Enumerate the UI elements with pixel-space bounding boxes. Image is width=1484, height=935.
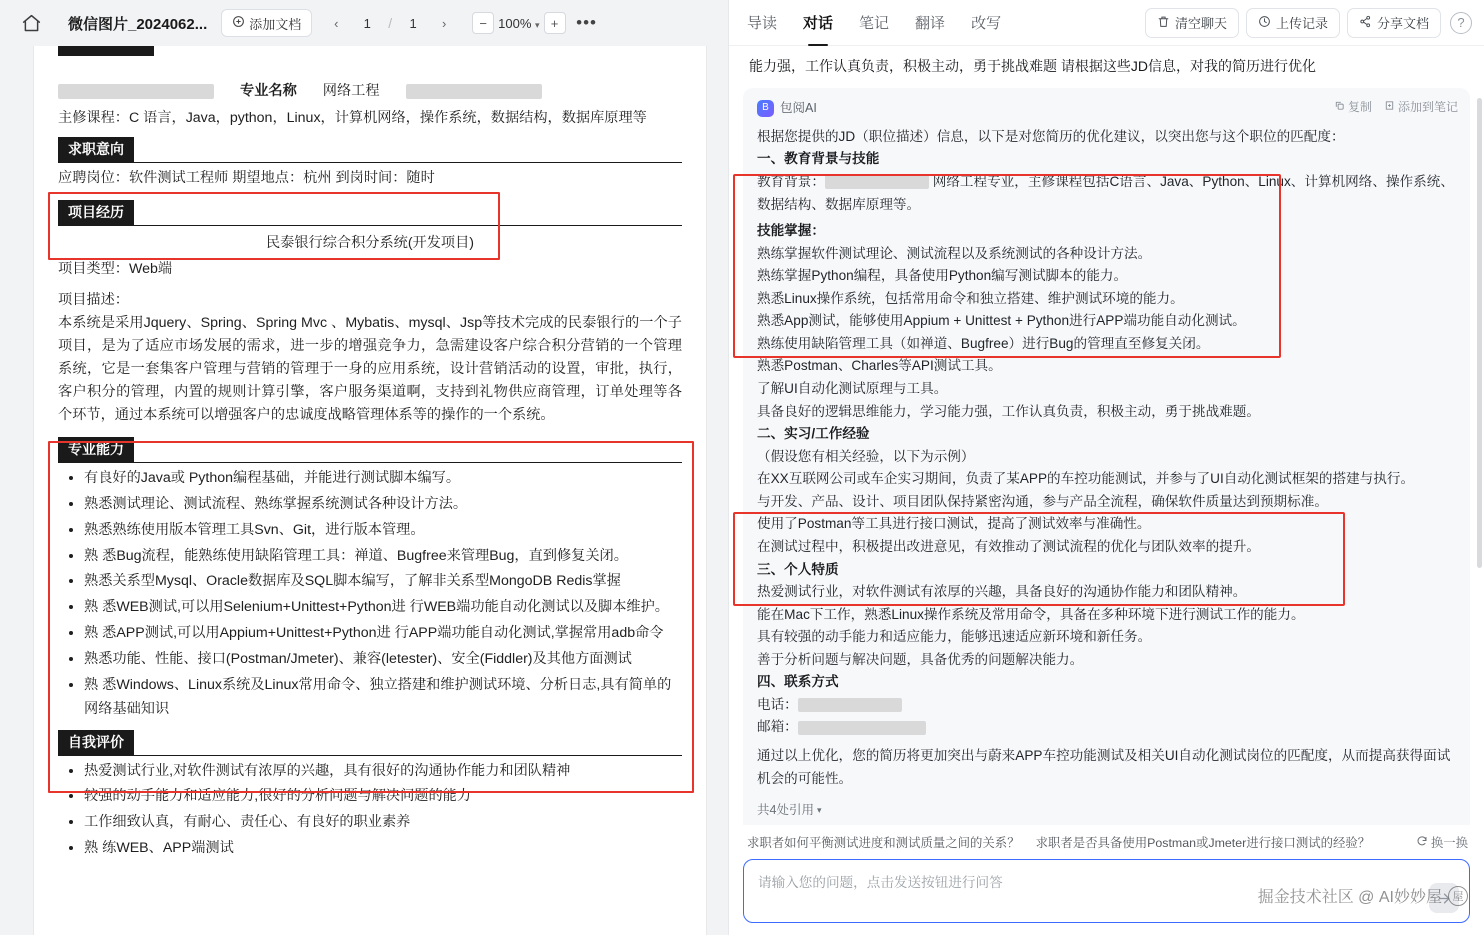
share-document-button[interactable] — [1347, 8, 1441, 38]
self-eval-list — [58, 760, 682, 861]
more-options-button[interactable]: ••• — [576, 13, 597, 32]
ai-skill-heading: 技能掌握： — [757, 223, 825, 239]
tab-translate[interactable]: 翻译 — [915, 15, 946, 32]
ai-skill-item: 熟练掌握软件测试理论、测试流程以及系统测试的各种设计方法。 — [757, 245, 1152, 261]
project-title: 民泰银行综合积分系统(开发项目) — [265, 235, 475, 251]
section-self — [58, 730, 682, 756]
share-icon — [1359, 15, 1372, 31]
ai-skill-item: 了解UI自动化测试原理与工具。 — [757, 381, 948, 397]
chat-tabs — [737, 8, 1138, 37]
copy-icon — [1334, 98, 1345, 118]
quote-count-label: 共4处引用 — [757, 803, 814, 818]
list-item: • 熟 悉WEB测试,可以用Selenium+Unittest+Python进 行WEB端功能自动化测试以及脚本维护。 — [84, 596, 682, 620]
ai-exp-item: 使用了Postman等工具进行接口测试，提高了测试效率与准确性。 — [757, 516, 1151, 532]
refresh-label: 换一换 — [1430, 836, 1468, 850]
section-project-title: 项目经历 — [58, 200, 134, 225]
ai-skill-item: 熟悉Linux操作系统，包括常用命令和独立搭建、维护测试环境的能力。 — [757, 290, 1184, 306]
project-type: 项目类型：Web端 — [58, 261, 173, 277]
note-plus-icon — [1384, 98, 1395, 118]
major-value: 网络工程 — [322, 83, 380, 99]
major-label: 专业名称 — [240, 83, 297, 99]
ai-message-card — [743, 88, 1470, 825]
upload-history-label: 上传记录 — [1275, 16, 1328, 31]
chat-footer — [729, 825, 1484, 935]
user-message: 能力强，工作认真负责，积极主动，勇于挑战难题 请根据这些JD信息，对我的简历进行优化 — [749, 58, 1316, 74]
tab-notes[interactable]: 笔记 — [859, 15, 890, 32]
list-item: • 有良好的Java或 Python编程基础，并能进行测试脚本编写。 — [84, 467, 682, 491]
project-desc-label: 项目描述： — [58, 292, 129, 308]
list-item: • 熟 悉APP测试,可以用Appium+Unittest+Python进 行APP端功能自动化测试,掌握常用adb命令 — [84, 622, 682, 646]
document-scroll-area[interactable] — [0, 46, 728, 935]
redacted-name — [58, 84, 214, 99]
ai-heading-1: 一、教育背景与技能 — [757, 151, 880, 167]
ai-closing: 通过以上优化，您的简历将更加突出与蔚来APP车控功能测试及相关UI自动化测试岗位的匹配度，从而提高获得面试机会的可能性。 — [757, 748, 1451, 786]
tab-chat[interactable]: 对话 — [793, 8, 843, 37]
zoom-level-value: 100% — [498, 15, 532, 31]
education-label: 教育背景： — [757, 173, 825, 189]
ai-skill-item: 熟悉Postman、Charles等API测试工具。 — [757, 358, 1002, 374]
watermark-logo-icon: 屋 — [1448, 886, 1468, 906]
tab-rewrite[interactable]: 改写 — [971, 15, 1002, 32]
upload-history-button[interactable] — [1246, 8, 1340, 38]
section-project — [58, 200, 682, 226]
document-toolbar — [0, 0, 728, 46]
list-item: • 工作细致认真，有耐心、责任心、有良好的职业素养 — [84, 811, 682, 835]
list-item: • 熟 悉Windows、Linux系统及Linux常用命令、独立搭建和维护测试环境、分析日志,具有简单的网络基础知识 — [84, 674, 682, 722]
section-skill-title: 专业能力 — [58, 437, 134, 462]
list-item: • 熟 悉Bug流程，能熟练使用缺陷管理工具：禅道、Bugfree来管理Bug，直到修复关闭。 — [84, 545, 682, 569]
project-description: 本系统是采用Jquery、Spring、Spring Mvc 、Mybatis、mysql、Jsp等技术完成的民泰银行的一个子项目，是为了适应市场发展的需求，进一步的增强竞争力，急需建设客户综合积分营销的一个管理系统，它是一套集客户管理与营销的管理于一身的应用系统，设计营销活动的设置，审批，执行，客户积分的管理，内置的规则计算引擎，客户服务渠道啊，支持到礼物供应商管理，订单处理等各个环节，通过本系统可以增强客户的忠诚度战略管理体系等的操作的一个系统。 — [58, 315, 682, 423]
zoom-out-button[interactable]: − — [472, 12, 494, 34]
ai-message-actions — [1334, 98, 1458, 118]
ai-heading-2: 二、实习/工作经验 — [757, 426, 870, 442]
total-pages: 1 — [409, 15, 417, 31]
plus-circle-icon — [232, 15, 245, 31]
chat-scrollbar[interactable] — [1477, 98, 1482, 568]
suggestion-row — [743, 831, 1470, 859]
quote-references-toggle[interactable] — [757, 800, 821, 821]
document-title: 微信图片_2024062... — [68, 15, 208, 33]
education-text: 网络工程专业，主修课程包括C语言、Java、Python、Linux、计算机网络、操作系统、数据结构、数据库原理等。 — [757, 173, 1454, 212]
list-item: • 熟悉关系型Mysql、Oracle数据库及SQL脚本编写，了解非关系型MongoDB Redis掌握 — [84, 570, 682, 594]
resume-page — [34, 46, 706, 935]
phone-label: 电话： — [757, 696, 798, 712]
chat-pane — [728, 0, 1484, 935]
section-self-title: 自我评价 — [58, 730, 134, 755]
chevron-down-icon: ▾ — [816, 805, 822, 816]
trash-icon — [1157, 15, 1170, 31]
clear-chat-button[interactable] — [1145, 8, 1239, 38]
add-to-notes-button[interactable] — [1384, 98, 1458, 118]
current-page-input[interactable]: 1 — [363, 15, 371, 31]
copy-label: 复制 — [1347, 100, 1372, 115]
ai-heading-2-note: （假设您有相关经验，以下为示例） — [757, 448, 975, 464]
share-document-label: 分享文档 — [1376, 16, 1429, 31]
list-item: • 熟悉测试理论、测试流程、熟练掌握系统测试各种设计方法。 — [84, 493, 682, 517]
list-item: • 熟悉熟练使用版本管理工具Svn、Git，进行版本管理。 — [84, 519, 682, 543]
document-pane — [0, 0, 728, 935]
add-to-notes-label: 添加到笔记 — [1397, 100, 1458, 115]
section-intent — [58, 137, 682, 163]
ai-exp-item: 与开发、产品、设计、项目团队保持紧密沟通，参与产品全流程，确保软件质量达到预期标准。 — [757, 493, 1328, 509]
suggestion-2[interactable]: 求职者是否具备使用Postman或Jmeter进行接口测试的经验？ — [1035, 836, 1371, 850]
page-top-marker — [58, 46, 154, 56]
ai-trait-item: 能在Mac下工作，熟悉Linux操作系统及常用命令，具备在多种环境下进行测试工作的能力。 — [757, 606, 1305, 622]
ai-exp-item: 在XX互联网公司或车企实习期间，负责了某APP的车控功能测试，并参与了UI自动化测试框架的搭建与执行。 — [757, 471, 1415, 487]
ai-skill-item: 熟练掌握Python编程，具备使用Python编写测试脚本的能力。 — [757, 268, 1128, 284]
ai-trait-item: 热爱测试行业，对软件测试有浓厚的兴趣，具备良好的沟通协作能力和团队精神。 — [757, 584, 1247, 600]
ai-trait-item: 具有较强的动手能力和适应能力，能够迅速适应新环境和新任务。 — [757, 629, 1152, 645]
tab-guide[interactable]: 导读 — [747, 15, 778, 32]
email-label: 邮箱： — [757, 719, 798, 735]
skill-list — [58, 467, 682, 722]
ai-email-line — [757, 716, 1456, 739]
ai-name: 包阅AI — [780, 101, 817, 116]
ai-phone-line — [757, 694, 1456, 717]
ai-skill-item: 具备良好的逻辑思维能力，学习能力强，工作认真负责，积极主动，勇于挑战难题。 — [757, 403, 1260, 419]
home-icon[interactable] — [16, 8, 46, 38]
send-button[interactable] — [1429, 883, 1459, 913]
chevron-down-icon: ▾ — [535, 19, 540, 30]
clock-icon — [1258, 15, 1271, 31]
section-skill — [58, 437, 682, 463]
ai-heading-3: 三、个人特质 — [757, 561, 839, 577]
ai-message-body — [757, 126, 1456, 790]
next-page-button[interactable]: › — [441, 15, 447, 31]
suggestion-1[interactable]: 求职者如何平衡测试进度和测试质量之间的关系？ — [747, 836, 1020, 850]
ai-trait-item: 善于分析问题与解决问题，具备优秀的问题解决能力。 — [757, 651, 1084, 667]
redacted-contact — [406, 84, 542, 99]
chat-header — [729, 0, 1484, 46]
zoom-controls — [472, 12, 565, 34]
ai-skill-item: 熟练使用缺陷管理工具（如禅道、Bugfree）进行Bug的管理直至修复关闭。 — [757, 335, 1210, 351]
chat-input-placeholder: 请输入您的问题，点击发送按钮进行问答 — [758, 875, 1003, 890]
redacted-email — [798, 721, 926, 735]
page-navigator — [324, 11, 456, 35]
clear-chat-label: 清空聊天 — [1174, 16, 1227, 31]
ai-education-line — [757, 171, 1456, 216]
ai-intro: 根据您提供的JD（职位描述）信息，以下是对您简历的优化建议，以突出您与这个职位的匹配度： — [757, 128, 1345, 144]
chat-input[interactable] — [743, 859, 1470, 923]
ai-avatar-icon: B — [757, 100, 774, 117]
list-item: • 熟 练WEB、APP端测试 — [84, 837, 682, 861]
ai-skill-item: 熟悉App测试，能够使用Appium + Unittest + Python进行APP端功能自动化测试。 — [757, 313, 1246, 329]
redacted-school — [825, 175, 929, 189]
watermark-text: 掘金技术社区 @ AI妙妙屋 — [1257, 889, 1442, 906]
add-document-label: 添加文档 — [249, 16, 302, 32]
list-item: • 较强的动手能力和适应能力,很好的分析问题与解决问题的能力 — [84, 785, 682, 809]
zoom-in-button[interactable]: + — [544, 12, 566, 34]
section-intent-title: 求职意向 — [58, 137, 134, 162]
refresh-suggestions-button[interactable] — [1416, 833, 1468, 851]
ai-heading-4: 四、联系方式 — [757, 674, 839, 690]
list-item: • 熟悉功能、性能、接口(Postman/Jmeter)、兼容(letester)、安全(Fiddler)及其他方面测试 — [84, 648, 682, 672]
courses-line: 主修课程：C 语言，Java，python，Linux，计算机网络，操作系统，数据结构，数据库原理等 — [58, 110, 647, 126]
add-document-button[interactable] — [221, 9, 312, 37]
list-item: • 热爱测试行业,对软件测试有浓厚的兴趣，具有很好的沟通协作能力和团队精神 — [84, 760, 682, 784]
intent-line: 应聘岗位：软件测试工程师 期望地点：杭州 到岗时间：随时 — [58, 170, 435, 186]
refresh-icon — [1416, 835, 1428, 850]
chat-message-list[interactable] — [729, 46, 1484, 825]
resume-header-row — [58, 80, 682, 103]
copy-button[interactable] — [1334, 98, 1372, 118]
prev-page-button[interactable]: ‹ — [334, 15, 339, 31]
page-separator: / — [388, 15, 393, 31]
zoom-level[interactable] — [498, 16, 539, 31]
redacted-phone — [798, 698, 902, 712]
help-icon[interactable]: ? — [1450, 12, 1472, 34]
ai-exp-item: 在测试过程中，积极提出改进意见，有效推动了测试流程的优化与团队效率的提升。 — [757, 538, 1260, 554]
